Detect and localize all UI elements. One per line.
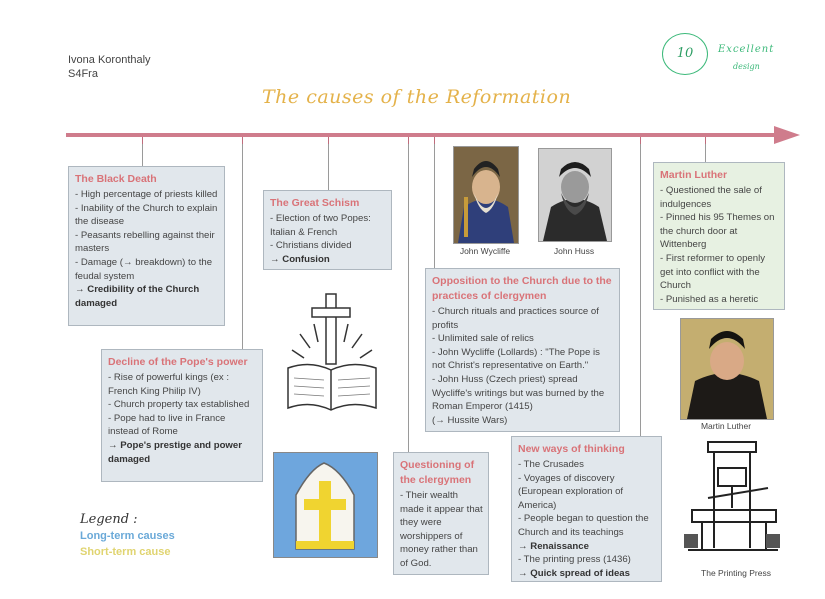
legend-long-term: Long-term causes xyxy=(80,530,175,542)
box-item: - Damage (→ breakdown) to the feudal system xyxy=(75,256,213,282)
box-item: - Peasants rebelling against their masters xyxy=(75,229,215,255)
box-item: - Voyages of discovery (European exploration of America) xyxy=(518,472,624,511)
box-title: The Great Schism xyxy=(270,197,360,209)
box-item: - Church rituals and practices source of profits xyxy=(432,306,599,331)
box-popes-power xyxy=(101,349,263,482)
box-item: - First reformer to openly get into conflict with the Church xyxy=(660,252,766,292)
box-item: - The Crusades xyxy=(518,459,584,470)
portrait-john-huss xyxy=(538,148,612,242)
box-result: → Renaissance xyxy=(518,540,589,552)
connector-line xyxy=(142,144,143,166)
papal-mitre-image xyxy=(273,452,378,558)
caption-printing-press: The Printing Press xyxy=(701,568,771,578)
box-result: → Credibility of the Church damaged xyxy=(75,284,200,309)
portrait-john-wycliffe xyxy=(453,146,519,244)
box-result: → Quick spread of ideas xyxy=(518,567,630,579)
connector-line xyxy=(434,144,435,268)
box-item: - Christians divided xyxy=(270,240,352,252)
box-title: Martin Luther xyxy=(660,169,728,181)
mitre-icon xyxy=(274,453,377,557)
author-name: Ivona Koronthaly xyxy=(68,54,151,66)
legend-short-term: Short-term cause xyxy=(80,546,171,558)
box-result: → Confusion xyxy=(270,253,330,265)
box-item: - Rise of powerful kings (ex : French King Philip IV) xyxy=(108,372,230,397)
connector-line xyxy=(328,144,329,190)
connector-line xyxy=(640,144,641,436)
box-item: - Inability of the Church to explain the disease xyxy=(75,202,218,228)
box-item: - Church property tax established xyxy=(108,399,250,411)
box-item: - People began to question the Church and its teachings xyxy=(518,513,649,538)
box-item: - Pinned his 95 Themes on the church door at Wittenberg xyxy=(660,212,775,251)
box-opposition-church xyxy=(425,268,620,432)
box-item: - The printing press (1436) xyxy=(518,554,631,566)
box-new-ways-thinking xyxy=(511,436,662,582)
box-item: (→ Hussite Wars) xyxy=(432,414,508,426)
connector-line xyxy=(408,144,409,452)
box-title: New ways of thinking xyxy=(518,443,625,455)
portrait-martin-luther xyxy=(680,318,774,420)
caption-wycliffe: John Wycliffe xyxy=(459,246,511,256)
box-black-death xyxy=(68,166,225,326)
box-item: - Questioned the sale of indulgences xyxy=(660,185,762,210)
box-martin-luther xyxy=(653,162,785,310)
wycliffe-image xyxy=(454,147,518,243)
box-title: The Black Death xyxy=(75,173,157,185)
box-item: - John Wycliffe (Lollards) : "The Pope is not Christ's representative on Earth." xyxy=(432,346,600,372)
grade-circle: 10 xyxy=(662,33,708,75)
box-item: - High percentage of priests killed xyxy=(75,189,218,200)
luther-image xyxy=(681,319,773,419)
cross-bible-icon xyxy=(282,290,382,415)
teacher-comment-line1: Excellent xyxy=(718,44,775,55)
box-item: - John Huss (Czech priest) spread Wycliffe's writings but was burned by the Roman Emperor (1415) xyxy=(432,373,605,413)
box-title: Questioning of the clergymen xyxy=(400,459,475,486)
connector-line xyxy=(705,144,706,162)
box-result: → Pope's prestige and power damaged xyxy=(108,439,242,465)
huss-image xyxy=(539,149,611,241)
connector-line xyxy=(242,144,243,349)
caption-luther: Martin Luther xyxy=(700,421,752,431)
printing-press-icon xyxy=(678,438,786,566)
box-great-schism xyxy=(263,190,392,270)
author-class: S4Fra xyxy=(68,68,98,80)
box-item: - Unlimited sale of relics xyxy=(432,333,534,345)
timeline-arrow xyxy=(66,124,806,148)
page-title: The causes of the Reformation xyxy=(262,86,572,108)
box-item: - Election of two Popes: Italian & French xyxy=(270,213,371,238)
box-title: Opposition to the Church due to the practices of clergymen xyxy=(432,275,612,302)
teacher-comment-line2: design xyxy=(733,62,760,71)
box-item: - Punished as a heretic xyxy=(660,293,759,305)
box-item: - Their wealth made it appear that they were worshippers of money rather than of God. xyxy=(400,490,483,569)
caption-huss: John Huss xyxy=(553,246,595,256)
box-questioning-clergymen xyxy=(393,452,489,575)
box-item: - Pope had to live in France instead of Rome xyxy=(108,412,226,438)
legend-title: Legend : xyxy=(80,512,138,527)
box-title: Decline of the Pope's power xyxy=(108,356,248,368)
